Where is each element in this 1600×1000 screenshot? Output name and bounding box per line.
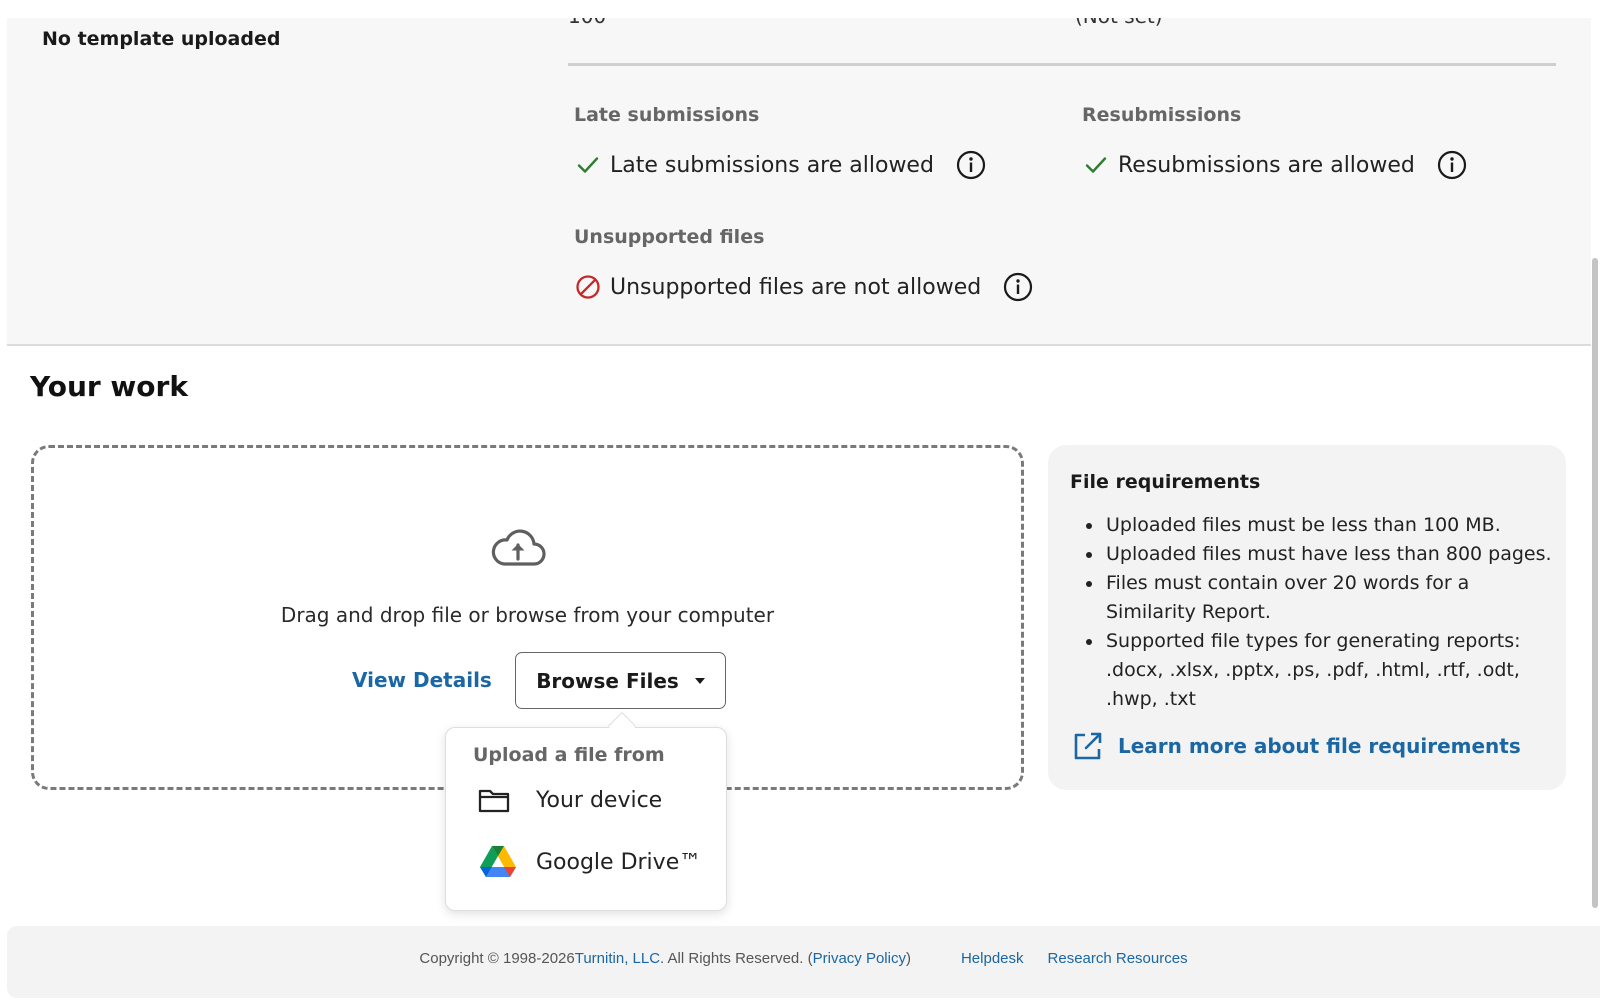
footer-spacer bbox=[911, 950, 961, 967]
late-submissions-status-text: Late submissions are allowed bbox=[610, 152, 934, 178]
check-icon bbox=[574, 151, 602, 179]
requirement-item: Uploaded files must have less than 800 pages. bbox=[1106, 540, 1554, 569]
requirement-item: Uploaded files must be less than 100 MB. bbox=[1106, 511, 1554, 540]
file-requirements-panel bbox=[1048, 445, 1566, 790]
privacy-policy-link[interactable]: Privacy Policy bbox=[812, 950, 906, 967]
your-work-title: Your work bbox=[30, 370, 188, 403]
prohibited-icon bbox=[574, 273, 602, 301]
menu-item-label: Google Drive™ bbox=[536, 849, 702, 875]
file-requirements-title: File requirements bbox=[1070, 471, 1261, 493]
info-icon[interactable] bbox=[1003, 272, 1033, 302]
page-scrollbar[interactable] bbox=[1592, 258, 1598, 908]
browse-files-button[interactable] bbox=[515, 652, 726, 709]
upload-source-menu bbox=[445, 727, 727, 911]
menu-item-label: Your device bbox=[536, 787, 663, 813]
unsupported-files-status bbox=[574, 272, 1033, 302]
resubmissions-status-text: Resubmissions are allowed bbox=[1118, 152, 1415, 178]
requirement-item: Files must contain over 20 words for a Similarity Report. bbox=[1106, 569, 1554, 627]
caret-down-icon bbox=[695, 678, 705, 684]
resubmissions-status bbox=[1082, 150, 1467, 180]
info-icon[interactable] bbox=[1437, 150, 1467, 180]
resubmissions-heading: Resubmissions bbox=[1082, 104, 1242, 126]
menu-item-google-drive[interactable] bbox=[478, 842, 701, 882]
unsupported-files-status-text: Unsupported files are not allowed bbox=[610, 274, 982, 300]
check-icon bbox=[1082, 151, 1110, 179]
google-drive-icon bbox=[478, 842, 518, 882]
settings-divider bbox=[568, 63, 1556, 66]
late-submissions-status bbox=[574, 150, 986, 180]
template-status: No template uploaded bbox=[42, 28, 281, 50]
folder-icon bbox=[478, 780, 518, 820]
footer-links bbox=[7, 950, 1600, 967]
unsupported-files-heading: Unsupported files bbox=[574, 226, 765, 248]
drop-instructions: Drag and drop file or browse from your computer bbox=[280, 603, 775, 627]
helpdesk-link[interactable]: Helpdesk bbox=[960, 950, 1024, 967]
menu-item-your-device[interactable] bbox=[478, 780, 662, 820]
info-icon[interactable] bbox=[956, 150, 986, 180]
turnitin-link[interactable]: Turnitin, LLC bbox=[574, 950, 661, 967]
close-paren: ) bbox=[905, 950, 911, 967]
copyright-text: Copyright © 1998-2026 bbox=[419, 950, 575, 967]
footer-spacer bbox=[1024, 950, 1048, 967]
research-resources-link[interactable]: Research Resources bbox=[1047, 950, 1188, 967]
learn-more-label: Learn more about file requirements bbox=[1118, 734, 1521, 758]
cloud-upload-icon bbox=[490, 526, 546, 570]
learn-more-link[interactable] bbox=[1072, 730, 1521, 762]
external-link-icon bbox=[1072, 730, 1104, 762]
browse-files-label: Browse Files bbox=[536, 668, 679, 693]
file-requirements-list bbox=[1106, 511, 1554, 714]
rights-text: . All Rights Reserved. ( bbox=[660, 950, 813, 967]
requirement-item: Supported file types for generating reports: .docx, .xlsx, .pptx, .ps, .pdf, .html, .rtf, .odt, .hwp, .txt bbox=[1106, 627, 1554, 714]
view-details-link[interactable]: View Details bbox=[352, 668, 492, 692]
top-strip bbox=[0, 0, 1600, 18]
page-footer bbox=[7, 926, 1600, 998]
upload-menu-heading: Upload a file from bbox=[473, 744, 665, 766]
late-submissions-heading: Late submissions bbox=[574, 104, 760, 126]
